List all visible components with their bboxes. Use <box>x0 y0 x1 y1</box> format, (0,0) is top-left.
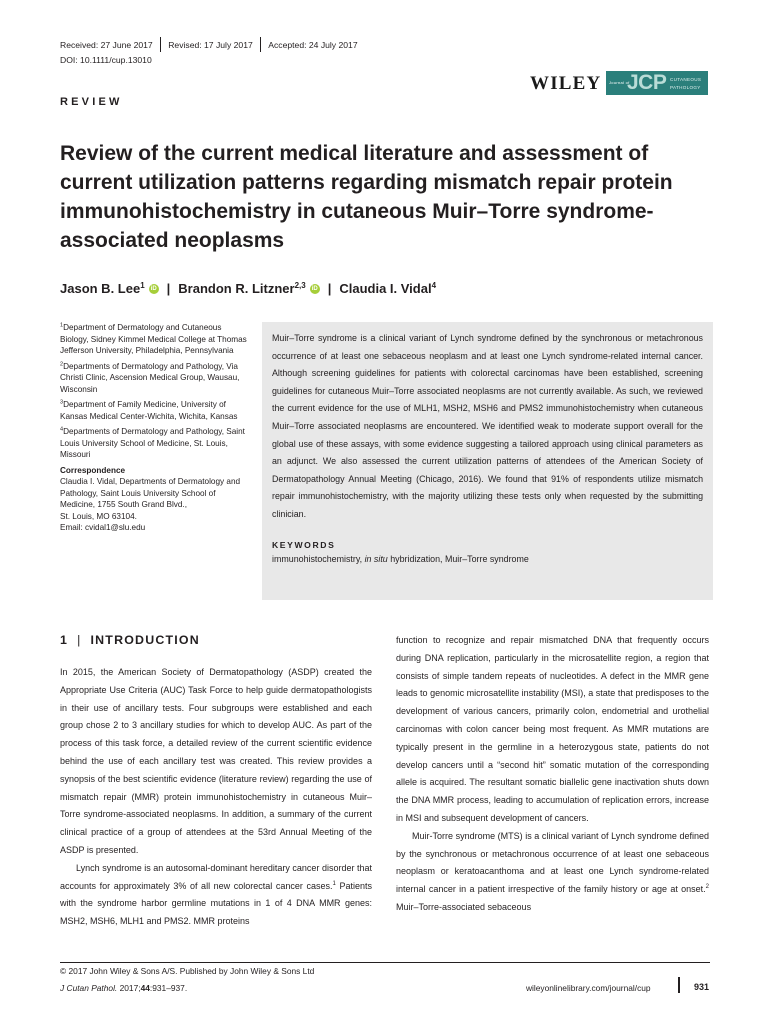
journal-url[interactable]: wileyonlinelibrary.com/journal/cup <box>526 983 651 993</box>
citation-ref[interactable]: 2 <box>705 884 709 891</box>
correspondence-text: Claudia I. Vidal, Departments of Dermatology and Pathology, Saint Louis University School of Medicine, 1755 South Grand Blvd., St. Louis, MO 63104. Email: cvidal1@slu.edu <box>60 477 241 532</box>
author-name[interactable]: Jason B. Lee$^1$ <box>60 281 145 296</box>
received-date: Received: 27 June 2017 <box>60 39 153 50</box>
keywords-heading: KEYWORDS <box>272 539 336 550</box>
accepted-date: Accepted: 24 July 2017 <box>268 39 358 50</box>
article-title: Review of the current medical literature and assessment of current utilization patterns regarding mismatch repair protein immunohistochemistry in cutaneous Muir–Torre syndrome-associated neoplasms <box>60 142 673 252</box>
page-number-divider <box>678 977 680 993</box>
date-divider <box>260 37 262 52</box>
paragraph: function to recognize and repair mismatched DNA that frequently occurs during DNA replication, particularly in the microsatellite region, a region that consists of simple tandem repeats of nucleotides. A defect in the MMR gene leads to genomic microsatellite instability (MSI), a state that predisposes to the development of various cancers, primarily colon, endometrial and urothelial carcinomas with colon cancer being most frequent. As MMR mutations are typically present in the germline in a heterozygous state, patients do not develop cancers until a “second hit” somatic mutation of the corresponding allele is acquired. The resultant somatic biallelic gene inactivation shuts down the DNA MMR process, leading to accumulation of replication errors, increase in MSI and subsequent development of cancers. <box>396 635 709 823</box>
paragraph: Lynch syndrome is an autosomal-dominant hereditary cancer disorder that accounts for approximately 3% of all new colorectal cancer cases.$^1$ Patients with the syndrome harbor germline mutations in 1 of 4 DNA MMR genes: MSH2, MSH6, MLH1 and PMS2. MMR proteins <box>60 862 372 927</box>
body-column-left <box>60 664 372 931</box>
body-column-right <box>396 632 709 917</box>
paragraph: Muir-Torre syndrome (MTS) is a clinical variant of Lynch syndrome defined by the synchronous or metachronous occurrence of at least one sebaceous neoplasm or keratoacanthoma and at least one Lynch syndrome-related internal cancer in a patient irrespective of the family history or age at onset.$^2$ Muir–Torre-associated sebaceous <box>396 830 709 912</box>
affiliation-item: $^3$Department of Family Medicine, University of Kansas Medical Center-Wichita, Wichita, Kansas <box>60 399 238 421</box>
page-number: 931 <box>694 982 710 992</box>
orcid-icon[interactable]: iD <box>150 285 157 292</box>
footer-divider <box>60 962 710 963</box>
keywords: immunohistochemistry, in situ hybridization, Muir–Torre syndrome <box>272 553 529 564</box>
author-name[interactable]: Brandon R. Litzner$^{2,3}$ <box>178 281 306 296</box>
abstract-box <box>262 322 713 600</box>
correspondence-email[interactable]: Email: cvidal1@slu.edu <box>60 523 146 532</box>
correspondence-heading: Correspondence <box>60 465 126 475</box>
affiliation-item: $^2$Departments of Dermatology and Pathology, Via Christi Clinic, Ascension Medical Group, Wausau, Wisconsin <box>60 360 240 394</box>
affiliations <box>60 322 250 538</box>
revised-date: Revised: 17 July 2017 <box>168 39 253 50</box>
affiliation-item: $^4$Departments of Dermatology and Pathology, Saint Louis University School of Medicine, St. Louis, Missouri <box>60 426 245 459</box>
journal-logo-abbrev: JCP <box>627 71 667 94</box>
paragraph: In 2015, the American Society of Dermatopathology (ASDP) created the Appropriate Use Criteria (AUC) Task Force to help guide dermatopathologists in their use of ancillary tests. Four subgroups were established and each group chose 2 to 3 ancillary studies for which to develop AUC. As part of the process of this task force, a detailed review of the current scientific evidence behind the use of each ancillary test was created. This review provides a synopsis of the best scientific evidence (literature review) regarding the use of mismatch repair (MMR) protein immunohistochemistry in cutaneous Muir–Torre syndrome-associated neoplasms. In addition, a summary of the current clinical practice of a group of attendees at the 53rd Annual Meeting of the ASDP is presented. <box>60 667 372 855</box>
journal-logo-line2: PATHOLOGY <box>670 85 701 90</box>
journal-citation: J Cutan Pathol. 2017;44:931–937. <box>60 983 188 993</box>
doi[interactable]: DOI: 10.1111/cup.13010 <box>60 55 152 65</box>
journal-logo-small: Journal of <box>609 80 630 85</box>
affiliation-item: $^1$Department of Dermatology and Cutaneous Biology, Sidney Kimmel Medical College at Thomas Jefferson University, Philadelphia, Pennsylvania <box>60 322 247 355</box>
date-divider <box>160 37 162 52</box>
article-dates <box>60 37 358 52</box>
section-heading: 1 | INTRODUCTION <box>60 633 200 647</box>
author-name[interactable]: Claudia I. Vidal$^4$ <box>339 281 437 296</box>
copyright: © 2017 John Wiley & Sons A/S. Published by John Wiley & Sons Ltd <box>60 966 315 976</box>
citation-ref[interactable]: 1 <box>332 880 336 887</box>
orcid-icon[interactable]: iD <box>311 285 318 292</box>
author-separator: | <box>327 281 332 296</box>
journal-logo <box>606 71 708 95</box>
abstract-text: Muir–Torre syndrome is a clinical variant of Lynch syndrome defined by the synchronous or metachronous occurrence of at least one sebaceous neoplasm and at least one Lynch syndrome-related internal cancer. Although screening guidelines for patients with colorectal carcinomas have been established, screening guidelines for cutaneous Muir–Torre associated neoplasms are not currently available. As such, we reviewed the current evidence for the use of MLH1, MSH2, MSH6 and PMS2 immunohistochemistry when cutaneous Muir–Torre associated neoplasms are encountered. We identified weak to moderate support overall for the global use of these assays, with some evidence suggesting a tailored approach using clinical parameters as an adjunct. We also assessed the current utilization patterns of attendees of the American Society of Dermatopathology Annual Meeting (Chicago, 2016). We found that 91% of respondents utilize mismatch repair immunohistochemistry, with the majority utilizing these tests only when requested by the submitting clinician. <box>272 333 703 519</box>
author-separator: | <box>166 281 171 296</box>
journal-logo-line1: CUTANEOUS <box>670 77 702 82</box>
article-type: REVIEW <box>60 96 123 108</box>
publisher-logo: WILEY <box>530 73 602 94</box>
author-list <box>60 281 436 296</box>
